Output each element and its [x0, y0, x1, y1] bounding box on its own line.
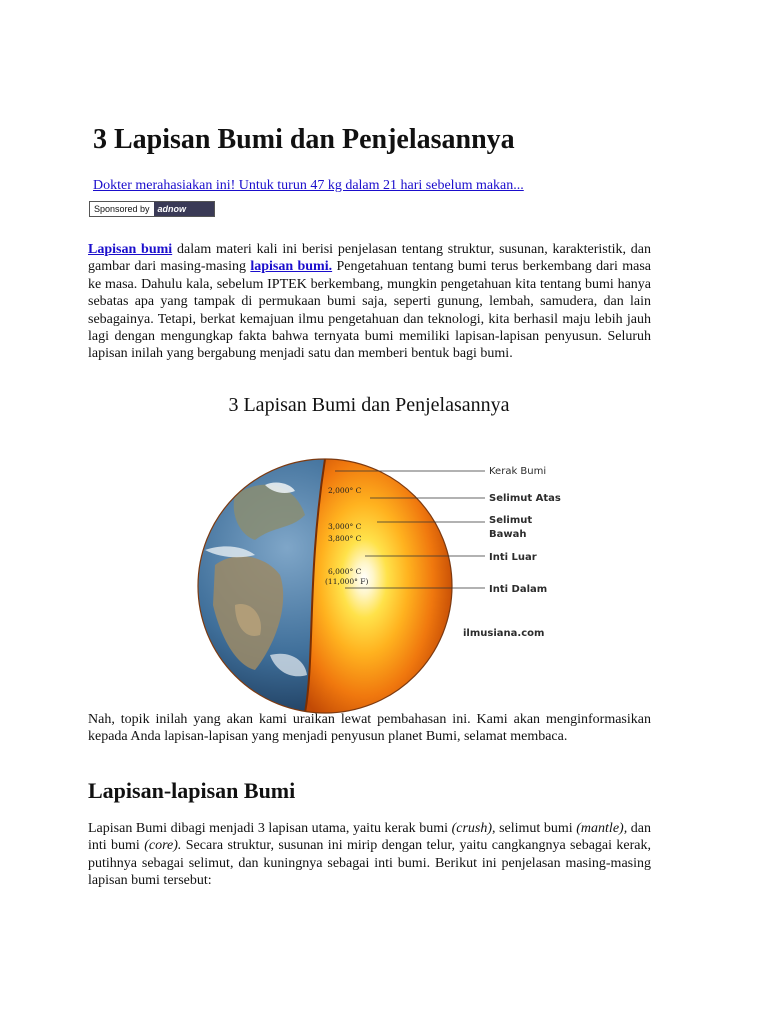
- earth-layers-illustration: [195, 455, 570, 715]
- layer-label-outer-core: Inti Luar: [489, 552, 537, 563]
- paragraph-intro-topic: Nah, topik inilah yang akan kami uraikan lewat pembahasan ini. Kami akan menginformasikan kepada Anda lapisan-lapisan yang menjadi penyusun planet Bumi, selamat membaca.: [88, 712, 651, 745]
- sponsored-by-badge[interactable]: [89, 201, 215, 217]
- intro-text-1: dalam materi kali ini berisi penjelasan tentang struktur, susunan, karakteristik, dan gambar dari masing-masing: [88, 242, 652, 275]
- text-part: Lapisan Bumi dibagi menjadi 3 lapisan utama, yaitu kerak bumi: [88, 821, 452, 836]
- section-heading-lapisan: Lapisan-lapisan Bumi: [88, 778, 296, 803]
- layer-label-lower-mantle: Selimut: [489, 515, 533, 526]
- earth-cutaway-layers: [305, 459, 453, 713]
- temp-label: 6,000° C: [328, 567, 362, 576]
- lapisan-bumi-link-2[interactable]: lapisan bumi.: [250, 259, 333, 275]
- term-mantle: (mantle),: [576, 821, 628, 836]
- temp-label: 3,800° C: [328, 534, 362, 543]
- text-part: Secara struktur, susunan ini mirip dengan telur, yaitu cangkangnya sebagai kerak, putihnya sebagai selimut, dan kuningnya sebagai inti bumi. Berikut ini penjelasan masing-masing lapisan bumi tersebut:: [88, 838, 651, 889]
- figure-heading: 3 Lapisan Bumi dan Penjelasannya: [228, 394, 510, 416]
- sponsored-ad-link[interactable]: Dokter merahasiakan ini! Untuk turun 47 kg dalam 21 hari sebelum makan...: [93, 178, 524, 193]
- term-core: (core).: [144, 838, 182, 854]
- paragraph-layers-overview: [88, 820, 651, 890]
- layer-label-crust: Kerak Bumi: [489, 466, 547, 477]
- temp-label: 3,000° C: [328, 522, 362, 531]
- temp-label: (11,000° F): [325, 577, 369, 586]
- lapisan-bumi-link[interactable]: Lapisan bumi: [88, 242, 173, 257]
- intro-paragraph: [88, 241, 651, 363]
- adnow-logo: adnow: [154, 202, 214, 216]
- layer-label-inner-core: Inti Dalam: [489, 584, 548, 595]
- term-crush: (crush): [451, 821, 493, 836]
- page-title: 3 Lapisan Bumi dan Penjelasannya: [93, 124, 515, 155]
- temp-label: 2,000° C: [328, 486, 362, 495]
- text-part: , selimut bumi: [492, 821, 577, 836]
- watermark-text: ilmusiana.com: [463, 628, 545, 639]
- layer-label-upper-mantle: Selimut Atas: [489, 493, 561, 504]
- text-part: dan inti bumi: [88, 821, 651, 854]
- intro-text-2: Pengetahuan tentang bumi terus berkembang dari masa ke masa. Dahulu kala, sebelum IPTEK berkembang, mungkin pengetahuan kita tentang bumi hanya sebatas apa yang tampak di permukaan bumi saja, seperti gunung, lembah, samudera, dan lain sebagainya. Tetapi, berkat kemajuan ilmu pengetahuan dan teknologi, kita berhasil maju lebih jauh lagi dengan mengungkap fakta bahwa ternyata bumi memiliki lapisan-lapisan penyusun. Seluruh lapisan inilah yang bergabung menjadi satu dan memberi bentuk bagi bumi.: [88, 259, 651, 362]
- sponsored-by-label: Sponsored by: [90, 202, 154, 216]
- layer-label-lower-mantle-2: Bawah: [489, 529, 527, 540]
- earth-layers-figure: [195, 455, 570, 715]
